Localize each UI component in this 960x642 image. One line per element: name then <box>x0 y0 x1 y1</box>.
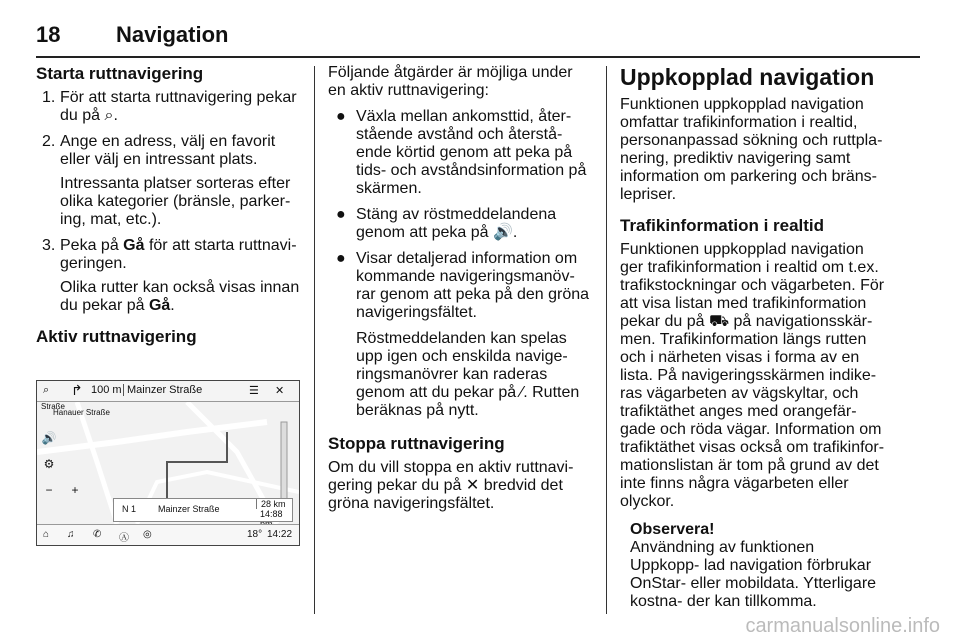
turn-right-arrow-icon: ↱ <box>71 382 83 398</box>
screenshot-top-bar <box>37 381 299 402</box>
zoom-in-icon[interactable]: + <box>71 483 79 497</box>
note-heading: Observera! <box>630 521 715 538</box>
list-icon: ☰ <box>249 385 259 397</box>
page-title: Navigation <box>116 22 229 47</box>
connected-intro: Funktionen uppkopplad navigation omfattar trafikinformation i realtid, personanpassad sökning och ruttpla‐ nering, prediktiv navigering samt information om parkering och bräns‐ lepriser. <box>620 96 883 203</box>
column-1 <box>36 64 302 352</box>
navigation-info-bar[interactable] <box>113 498 293 522</box>
map-label: Hanauer Straße <box>53 408 110 417</box>
search-icon: ⌕ <box>43 384 50 396</box>
list-item: ● Stäng av röstmeddelandena genom att peka på 🔊. <box>336 206 557 241</box>
remaining-distance: 28 km <box>256 499 286 509</box>
home-icon[interactable]: ⌂ <box>43 529 50 540</box>
column-3 <box>620 64 886 611</box>
column-2 <box>328 64 594 513</box>
list-item: 3. Peka på Gå för att starta ruttnavi‐ geringen. Olika rutter kan också visas innan du pekar på Gå. <box>42 237 300 314</box>
music-icon[interactable]: ♫ <box>67 529 75 540</box>
note-box <box>630 521 886 611</box>
turn-distance: 100 m <box>91 384 122 396</box>
footer-clock: 14:22 <box>267 529 293 540</box>
turn-street: Mainzer Straße <box>123 384 202 396</box>
page-number: 18 <box>36 22 61 47</box>
page-header <box>36 10 920 46</box>
gear-icon[interactable]: ⚙ <box>43 457 55 471</box>
watermark: carmanualsonline.info <box>745 615 940 637</box>
stop-text: Om du vill stoppa en aktiv ruttnavi‐ gering pekar du på ✕ bredvid det gröna navigeringsfältet. <box>328 459 574 512</box>
header-rule <box>36 56 920 58</box>
nav-icon[interactable]: Ⓐ <box>119 533 129 544</box>
map-area <box>37 402 299 524</box>
heading-traffic-info: Trafikinformation i realtid <box>620 216 825 235</box>
heading-connected-navigation: Uppkopplad navigation <box>620 64 875 90</box>
column-divider <box>606 66 607 614</box>
intro-text: Följande åtgärder är möjliga under en aktiv ruttnavigering: <box>328 64 573 99</box>
footer-temperature: 18° <box>247 529 263 540</box>
phone-icon[interactable]: ✆ <box>93 529 102 540</box>
list-item: 2. Ange en adress, välj en favorit eller välj en intressant plats. Intressanta platser sorteras efter olika kategorier (bränsle, parker‐ ing, mat, etc.). <box>42 133 291 228</box>
heading-stop-route: Stoppa ruttnavigering <box>328 434 505 453</box>
map-label: Straße <box>41 402 66 411</box>
close-icon: ✕ <box>275 385 285 397</box>
traffic-text: Funktionen uppkopplad navigation ger trafikinformation i realtid om t.ex. trafikstockningar och vägarbeten. För att visa listan med trafikinformation pekar du på ⛟ på navigationsskär‐ men. Trafikinformation längs rutten och i närheten visas i forma av en lista. På navigeringsskärmen indike‐ ras vägarbeten av vägskyltar, och trafiktäthet anges med orangefär‐ gade och röda vägar. Information om trafiktäthet visas också om trafikinfor‐ mationslistan är tom på grund av det inte finns några vägarbeten eller olyckor. <box>620 241 885 510</box>
zoom-out-icon[interactable]: − <box>45 483 53 497</box>
navigation-screenshot <box>36 380 300 546</box>
list-item: ● Visar detaljerad information om kommande navigeringsmanöv‐ rar genom att peka på den gröna navigeringsfältet. Röstmeddelanden kan spelas upp igen och enskilda navige‐ ringsmanövrer kan raderas genom att du pekar på ⁄. Rutten beräknas på nytt. <box>336 250 590 419</box>
note-text: Användning av funktionen Uppkopp‐ lad navigation förbrukar OnStar- eller mobildata. Ytterligare kostna‐ der kan tillkomma. <box>630 539 877 610</box>
list-item: ● Växla mellan ankomsttid, åter‐ stående avstånd och återstå‐ ende körtid genom att peka på tids‐ och avståndsinformation på skärmen. <box>336 108 587 197</box>
heading-active-route: Aktiv ruttnavigering <box>36 327 197 346</box>
list-item: 1. För att starta ruttnavigering pekar du på ⌕. <box>42 89 297 124</box>
steps-list <box>36 89 302 315</box>
screenshot-footer <box>37 524 299 545</box>
arrival-time: 14:88 <box>260 509 283 519</box>
volume-icon[interactable]: 🔊 <box>41 431 57 445</box>
column-divider <box>314 66 315 614</box>
info-bar-street: Mainzer Straße <box>158 504 220 514</box>
apps-icon[interactable]: ◎ <box>143 529 152 540</box>
heading-start-route: Starta ruttnavigering <box>36 64 204 83</box>
lane-info: N 1 <box>122 504 137 514</box>
